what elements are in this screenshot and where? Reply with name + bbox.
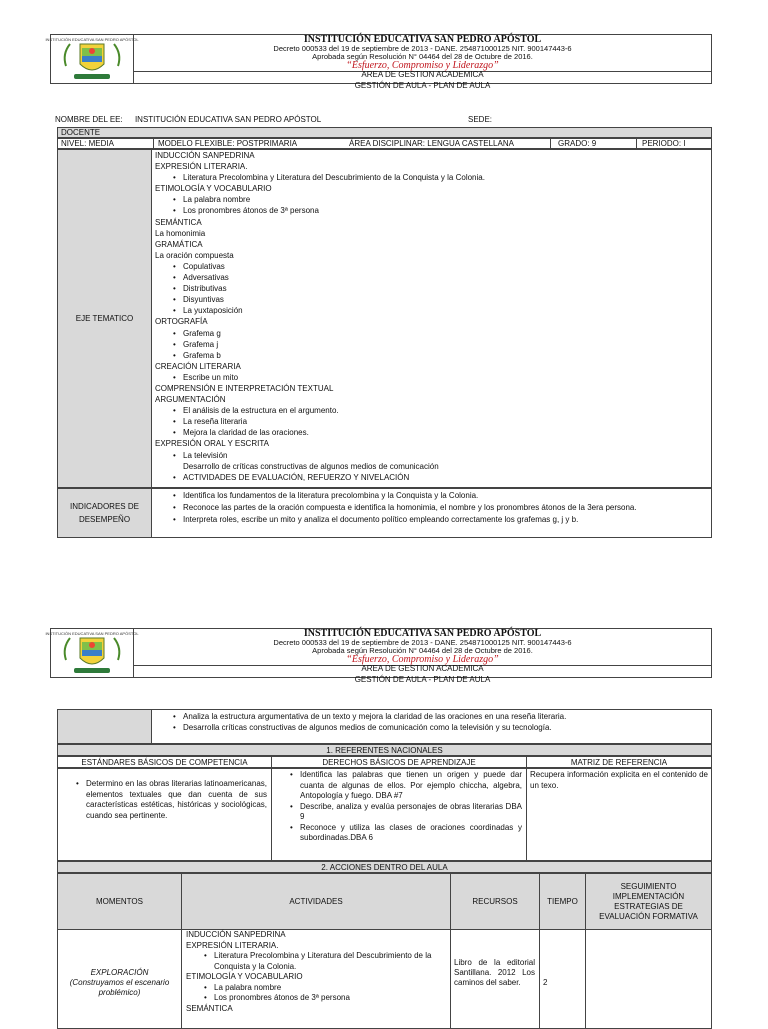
eje-content — [151, 149, 712, 488]
decree-2: Decreto 000533 del 19 de septiembre de 2013 - DANE. 254871000125 NIT. 900147443-6 — [273, 637, 572, 647]
list-item: • Reconoce las partes de la oración compuesta e identifica la homonimia, el nombre y los pronombres átonos de la 3era persona. — [155, 502, 708, 514]
list-item: • Grafema b — [155, 350, 708, 361]
tiempo-cell — [539, 929, 586, 1029]
estandar-item: • Determino en las obras literarias latinoamericanas, elementos textuales que dan cuenta de sus características estéticas, históricas y sociológicas, cuando sea pertinente. — [58, 779, 267, 821]
list-item: • Distributivas — [155, 283, 708, 294]
list-item: • Literatura Precolombina y Literatura del Descubrimiento de la Conquista y la Colonia. — [186, 951, 446, 972]
matriz-text: Recupera información explicita en el contenido de un texo. — [530, 770, 708, 790]
actividades-list — [186, 930, 446, 1014]
col-recursos-text: RECURSOS — [472, 897, 518, 906]
col-momentos-text: MOMENTOS — [96, 897, 143, 906]
estandar-cell — [57, 768, 272, 861]
grado: GRADO: 9 — [558, 139, 597, 148]
resolution: Aprobada según Resolución N° 04464 del 28 de Octubre de 2016. — [312, 52, 533, 61]
acciones-title — [57, 861, 712, 873]
list-item: EXPRESIÓN LITERARIA. — [155, 162, 248, 172]
list-item: EXPRESIÓN ORAL Y ESCRITA — [155, 439, 269, 449]
col-recursos — [450, 873, 540, 930]
list-item: • Describe, analiza y evalúa personajes de obras literarias DBA 9 — [272, 802, 522, 823]
actividades-cell — [181, 929, 451, 1029]
list-item: ETIMOLOGÍA Y VOCABULARIO — [186, 972, 303, 981]
col-seguimiento-text: SEGUIMIENTO IMPLEMENTACIÓN ESTRATEGIAS DE EVALUACIÓN FORMATIVA — [599, 881, 698, 921]
list-item: • La reseña literaria — [155, 416, 708, 427]
ee-label: NOMBRE DEL EE: — [55, 115, 123, 124]
list-item: ETIMOLOGÍA Y VOCABULARIO — [155, 184, 272, 194]
list-item: SEMÁNTICA — [155, 217, 202, 227]
modelo: MODELO FLEXIBLE: POSTPRIMARIA — [158, 139, 298, 148]
eje-label: EJE TEMATICO — [75, 314, 134, 323]
sede-label: SEDE: — [468, 115, 493, 124]
list-item: • La palabra nombre — [186, 983, 446, 994]
list-item: CREACIÓN LITERARIA — [155, 361, 241, 371]
indicadores-content — [151, 488, 712, 538]
periodo: PERIODO: I — [642, 139, 686, 148]
momento-cell — [57, 929, 182, 1029]
list-item: INDUCCIÓN SANPEDRINA — [186, 930, 286, 939]
institution-name-2: INSTITUCIÓN EDUCATIVA SAN PEDRO APÓSTOL — [303, 628, 542, 639]
list-item: • Adversativas — [155, 272, 708, 283]
matriz-cell — [526, 768, 712, 861]
list-item: • Desarrolla críticas constructivas de algunos medios de comunicación como la televisión y su tecnología. — [155, 722, 708, 733]
school-logo — [45, 35, 139, 83]
list-item: • Literatura Precolombina y Literatura del Descubrimiento de la Conquista y la Colonia. — [155, 172, 708, 183]
list-item: • Identifica las palabras que tienen un origen y puede dar cuanta de algunas de ellos. Por ejemplo chiccha, algebra, Antopología y fuego. DBA #7 — [272, 770, 522, 802]
col-actividades — [181, 873, 451, 930]
momento-sub: (Construyamos el escenario problémico) — [69, 978, 170, 997]
ee-value: INSTITUCIÓN EDUCATIVA SAN PEDRO APÓSTOL — [134, 115, 322, 124]
list-item: Desarrollo de críticas constructivas de algunos medios de comunicación — [183, 461, 439, 471]
list-item: • Los pronombres átonos de 3ª persona — [155, 205, 708, 216]
col-tiempo-text: TIEMPO — [547, 897, 578, 906]
col-estandares-text: ESTÁNDARES BÁSICOS DE COMPETENCIA — [81, 758, 248, 767]
list-item: • Reconoce y utiliza las clases de oraciones coordinadas y subordinadas.DBA 6 — [272, 823, 522, 844]
docente-label: DOCENTE — [61, 128, 101, 137]
list-item: GRAMÁTICA — [155, 239, 203, 249]
col-matriz — [526, 756, 712, 768]
decree: Decreto 000533 del 19 de septiembre de 2013 - DANE. 254871000125 NIT. 900147443-6 — [273, 43, 572, 53]
indicadores-label-cell — [57, 488, 152, 538]
area-title: AREA DE GESTION ACADEMICA — [361, 70, 484, 79]
list-item: • ACTIVIDADES DE EVALUACIÓN, REFUERZO Y NIVELACIÓN — [155, 472, 708, 483]
list-item: EXPRESIÓN LITERARIA. — [186, 940, 279, 950]
nivel: NIVEL: MEDIA — [61, 139, 114, 148]
area-title-2: AREA DE GESTION ACADEMICA — [361, 664, 484, 673]
list-item: La homonimia — [155, 228, 206, 238]
col-dba-text: DERECHOS BÁSICOS DE APRENDIZAJE — [322, 758, 476, 767]
document-header — [45, 34, 712, 90]
momento-name: EXPLORACIÓN — [90, 968, 149, 977]
list-item: La oración compuesta — [155, 250, 234, 260]
col-matriz-text: MATRIZ DE REFERENCIA — [570, 758, 668, 767]
list-item: • Analiza la estructura argumentativa de un texto y mejora la claridad de las oraciones en una reseña literaria. — [155, 711, 708, 722]
recursos-cell — [450, 929, 540, 1029]
svg-text:INSTITUCIÓN EDUCATIVA SAN PEDR: INSTITUCIÓN EDUCATIVA SAN PEDRO APÓSTOL — [45, 631, 139, 636]
list-item: • La palabra nombre — [155, 194, 708, 205]
motto-2: “Esfuerzo, Compromiso y Liderazgo” — [346, 653, 499, 665]
nivel-row — [57, 138, 712, 149]
list-item: COMPRENSIÓN E INTERPRETACIÓN TEXTUAL — [155, 383, 334, 393]
list-item: • Escribe un mito — [155, 372, 708, 383]
plan-title: GESTIÓN DE AULA - PLAN DE AULA — [354, 80, 491, 90]
dba-list — [272, 770, 522, 844]
recursos-text: Libro de la editorial Santillana. 2012 Los caminos del saber. — [454, 958, 535, 987]
list-item: • La televisión — [155, 450, 708, 461]
list-item: • Los pronombres átonos de 3ª persona — [186, 993, 446, 1004]
list-item: INDUCCIÓN SANPEDRINA — [155, 151, 255, 160]
col-estandares — [57, 756, 272, 768]
list-item: • Disyuntivas — [155, 294, 708, 305]
col-momentos — [57, 873, 182, 930]
dba-cell — [271, 768, 527, 861]
list-item: • Identifica los fundamentos de la literatura precolombina y la Conquista y la Colonia. — [155, 490, 708, 502]
col-tiempo — [539, 873, 586, 930]
list-item: • El análisis de la estructura en el argumento. — [155, 405, 708, 416]
ee-line — [55, 115, 715, 124]
tiempo-value: 2 — [543, 978, 548, 987]
school-logo-2 — [45, 629, 139, 677]
plan-title-2: GESTIÓN DE AULA - PLAN DE AULA — [354, 674, 491, 684]
area-disciplinar: ÁREA DISCIPLINAR: LENGUA CASTELLANA — [349, 139, 514, 148]
list-item: ARGUMENTACIÓN — [155, 395, 226, 405]
col-actividades-text: ACTIVIDADES — [289, 897, 343, 906]
indicadores-list — [155, 490, 708, 526]
list-item: • Copulativas — [155, 261, 708, 272]
eje-label-cell — [57, 149, 152, 488]
indicadores-cont-content — [151, 709, 712, 744]
list-item: ORTOGRAFÍA — [155, 317, 208, 327]
list-item: • La yuxtaposición — [155, 305, 708, 316]
seguimiento-cell — [585, 929, 712, 1029]
list-item: SEMÁNTICA — [186, 1003, 233, 1013]
institution-name: INSTITUCIÓN EDUCATIVA SAN PEDRO APÓSTOL — [303, 34, 542, 45]
col-seguimiento — [585, 873, 712, 930]
indicadores-cont-label — [57, 709, 152, 744]
eje-list — [155, 150, 708, 483]
list-item: • Grafema j — [155, 339, 708, 350]
list-item: • Grafema g — [155, 328, 708, 339]
acciones-title-text: 2. ACCIONES DENTRO DEL AULA — [321, 863, 448, 872]
indicadores-list-2 — [155, 711, 708, 733]
list-item: • Interpreta roles, escribe un mito y analiza el documento político empleando correctamente los grafemas g, j y b. — [155, 514, 708, 526]
list-item: • Mejora la claridad de las oraciones. — [155, 427, 708, 438]
col-dba — [271, 756, 527, 768]
svg-text:INSTITUCIÓN EDUCATIVA SAN PEDR: INSTITUCIÓN EDUCATIVA SAN PEDRO APÓSTOL — [45, 37, 139, 42]
referentes-title — [57, 744, 712, 756]
indicadores-label: INDICADORES DE DESEMPEÑO — [70, 502, 139, 524]
referentes-title-text: 1. REFERENTES NACIONALES — [326, 746, 443, 755]
motto: “Esfuerzo, Compromiso y Liderazgo” — [346, 59, 499, 71]
docente-row — [57, 127, 712, 138]
resolution-2: Aprobada según Resolución N° 04464 del 28 de Octubre de 2016. — [312, 646, 533, 655]
document-header-2 — [45, 628, 712, 684]
